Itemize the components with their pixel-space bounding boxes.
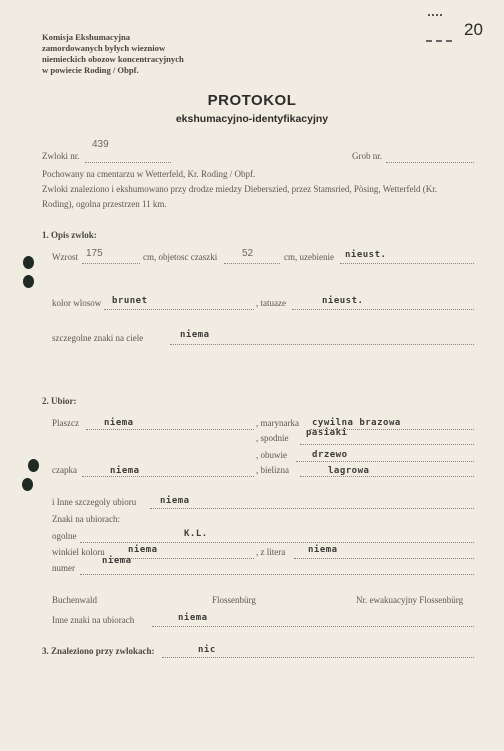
zwloki-value: 439 <box>92 139 109 150</box>
buried-text: Pochowany na cmentarzu w Wetterfeld, Kr. Roding / Obpf. <box>42 169 256 179</box>
obuwie-line <box>296 461 474 462</box>
bielizna-line <box>300 476 474 477</box>
numer-label: numer <box>52 563 75 573</box>
commission-line-3: niemieckich obozow koncentracyjnych <box>42 54 184 64</box>
punch-hole <box>23 275 34 288</box>
spodnie-line <box>300 444 474 445</box>
grob-line <box>386 162 474 163</box>
page-number: 20 <box>464 20 483 39</box>
bielizna-label: , bielizna <box>256 465 289 475</box>
section-1-heading: 1. Opis zwlok: <box>42 230 97 240</box>
marynarka-label: , marynarka <box>256 418 299 428</box>
kolor-line <box>104 309 254 310</box>
wzrost-line <box>82 263 140 264</box>
winkiel-value: niema <box>128 545 158 555</box>
ewakuacyjny-label: Nr. ewakuacyjny Flossenbürg <box>356 595 464 605</box>
commission-header <box>42 32 184 76</box>
uzebienie-value: nieust. <box>345 250 387 260</box>
czaszka-line <box>224 263 280 264</box>
wzrost-value: 175 <box>86 248 103 259</box>
ogolne-label: ogolne <box>52 531 77 541</box>
plaszcz-value: niema <box>104 418 134 428</box>
numer-value: niema <box>102 556 132 566</box>
ogolne-value: K.L. <box>184 529 208 539</box>
tatuaze-label: , tatuaze <box>256 298 286 308</box>
grob-label: Grob nr. <box>352 151 382 161</box>
document-title: PROTOKOL <box>207 92 297 109</box>
found-text-2: Roding), ogolna przestrzen 11 km. <box>42 199 167 209</box>
tatuaze-line <box>292 309 474 310</box>
obuwie-label: , obuwie <box>256 450 287 460</box>
found-text-1: Zwloki znaleziono i ekshumowano przy drodze miedzy Dieberszied, przez Stamsried, Pösing, Wetterfeld (Kr. <box>42 184 437 194</box>
spodnie-label: , spodnie <box>256 433 289 443</box>
section-2-heading: 2. Ubior: <box>42 396 77 406</box>
ogolne-line <box>80 542 474 543</box>
obuwie-value: drzewo <box>312 450 348 460</box>
plaszcz-label: Plaszcz <box>52 418 79 428</box>
corner-mark <box>428 14 442 16</box>
inne-label: i Inne szczegoly ubioru <box>52 497 137 507</box>
winkiel-label: winkiel koloru <box>52 547 105 557</box>
znaki-label: szczegolne znaki na ciele <box>52 333 144 343</box>
flossenburg-label: Flossenbürg <box>212 595 256 605</box>
commission-line-2: zamordowanych byłych wiezniow <box>42 43 166 53</box>
punch-hole <box>28 459 39 472</box>
section-3-heading: 3. Znaleziono przy zwlokach: <box>42 646 155 656</box>
uzebienie-line <box>340 263 474 264</box>
tatuaze-value: nieust. <box>322 296 364 306</box>
plaszcz-line <box>86 429 254 430</box>
commission-line-4: w powiecie Roding / Obpf. <box>42 65 139 75</box>
znaki-line <box>170 344 474 345</box>
inne-znaki-label: Inne znaki na ubiorach <box>52 615 135 625</box>
commission-line-1: Komisja Ekshumacyjna <box>42 32 131 42</box>
numer-line <box>80 574 474 575</box>
czapka-value: niema <box>110 466 140 476</box>
punch-hole <box>22 478 33 491</box>
czaszka-label: cm, objetosc czaszki <box>143 252 218 262</box>
marynarka-value: cywilna brazowa <box>312 418 401 428</box>
inne-value: niema <box>160 496 190 506</box>
corner-mark-2 <box>426 40 452 42</box>
kolor-label: kolor wlosow <box>52 298 102 308</box>
znaki-value: niema <box>180 330 210 340</box>
punch-hole <box>23 256 34 269</box>
litera-line <box>294 558 474 559</box>
bielizna-value: lagrowa <box>328 466 370 476</box>
inne-znaki-value: niema <box>178 613 208 623</box>
czaszka-value: 52 <box>242 248 254 259</box>
inne-znaki-line <box>152 626 474 627</box>
kolor-value: brunet <box>112 296 148 306</box>
inne-line <box>150 508 474 509</box>
winkiel-line <box>112 558 254 559</box>
litera-value: niema <box>308 545 338 555</box>
znaki-ubiorach-label: Znaki na ubiorach: <box>52 514 120 524</box>
litera-label: , z litera <box>256 547 286 557</box>
spodnie-value: pasiaki <box>306 428 348 438</box>
document-subtitle: ekshumacyjno-identyfikacyjny <box>175 113 329 125</box>
section-3-value: nic <box>198 645 216 655</box>
czapka-line <box>82 476 254 477</box>
zwloki-label: Zwloki nr. <box>42 151 80 161</box>
wzrost-label: Wzrost <box>52 252 78 262</box>
uzebienie-label: cm, uzebienie <box>284 252 334 262</box>
zwloki-line <box>85 162 171 163</box>
czapka-label: czapka <box>52 465 77 475</box>
section-3-line <box>162 657 474 658</box>
buchenwald-label: Buchenwald <box>52 595 97 605</box>
